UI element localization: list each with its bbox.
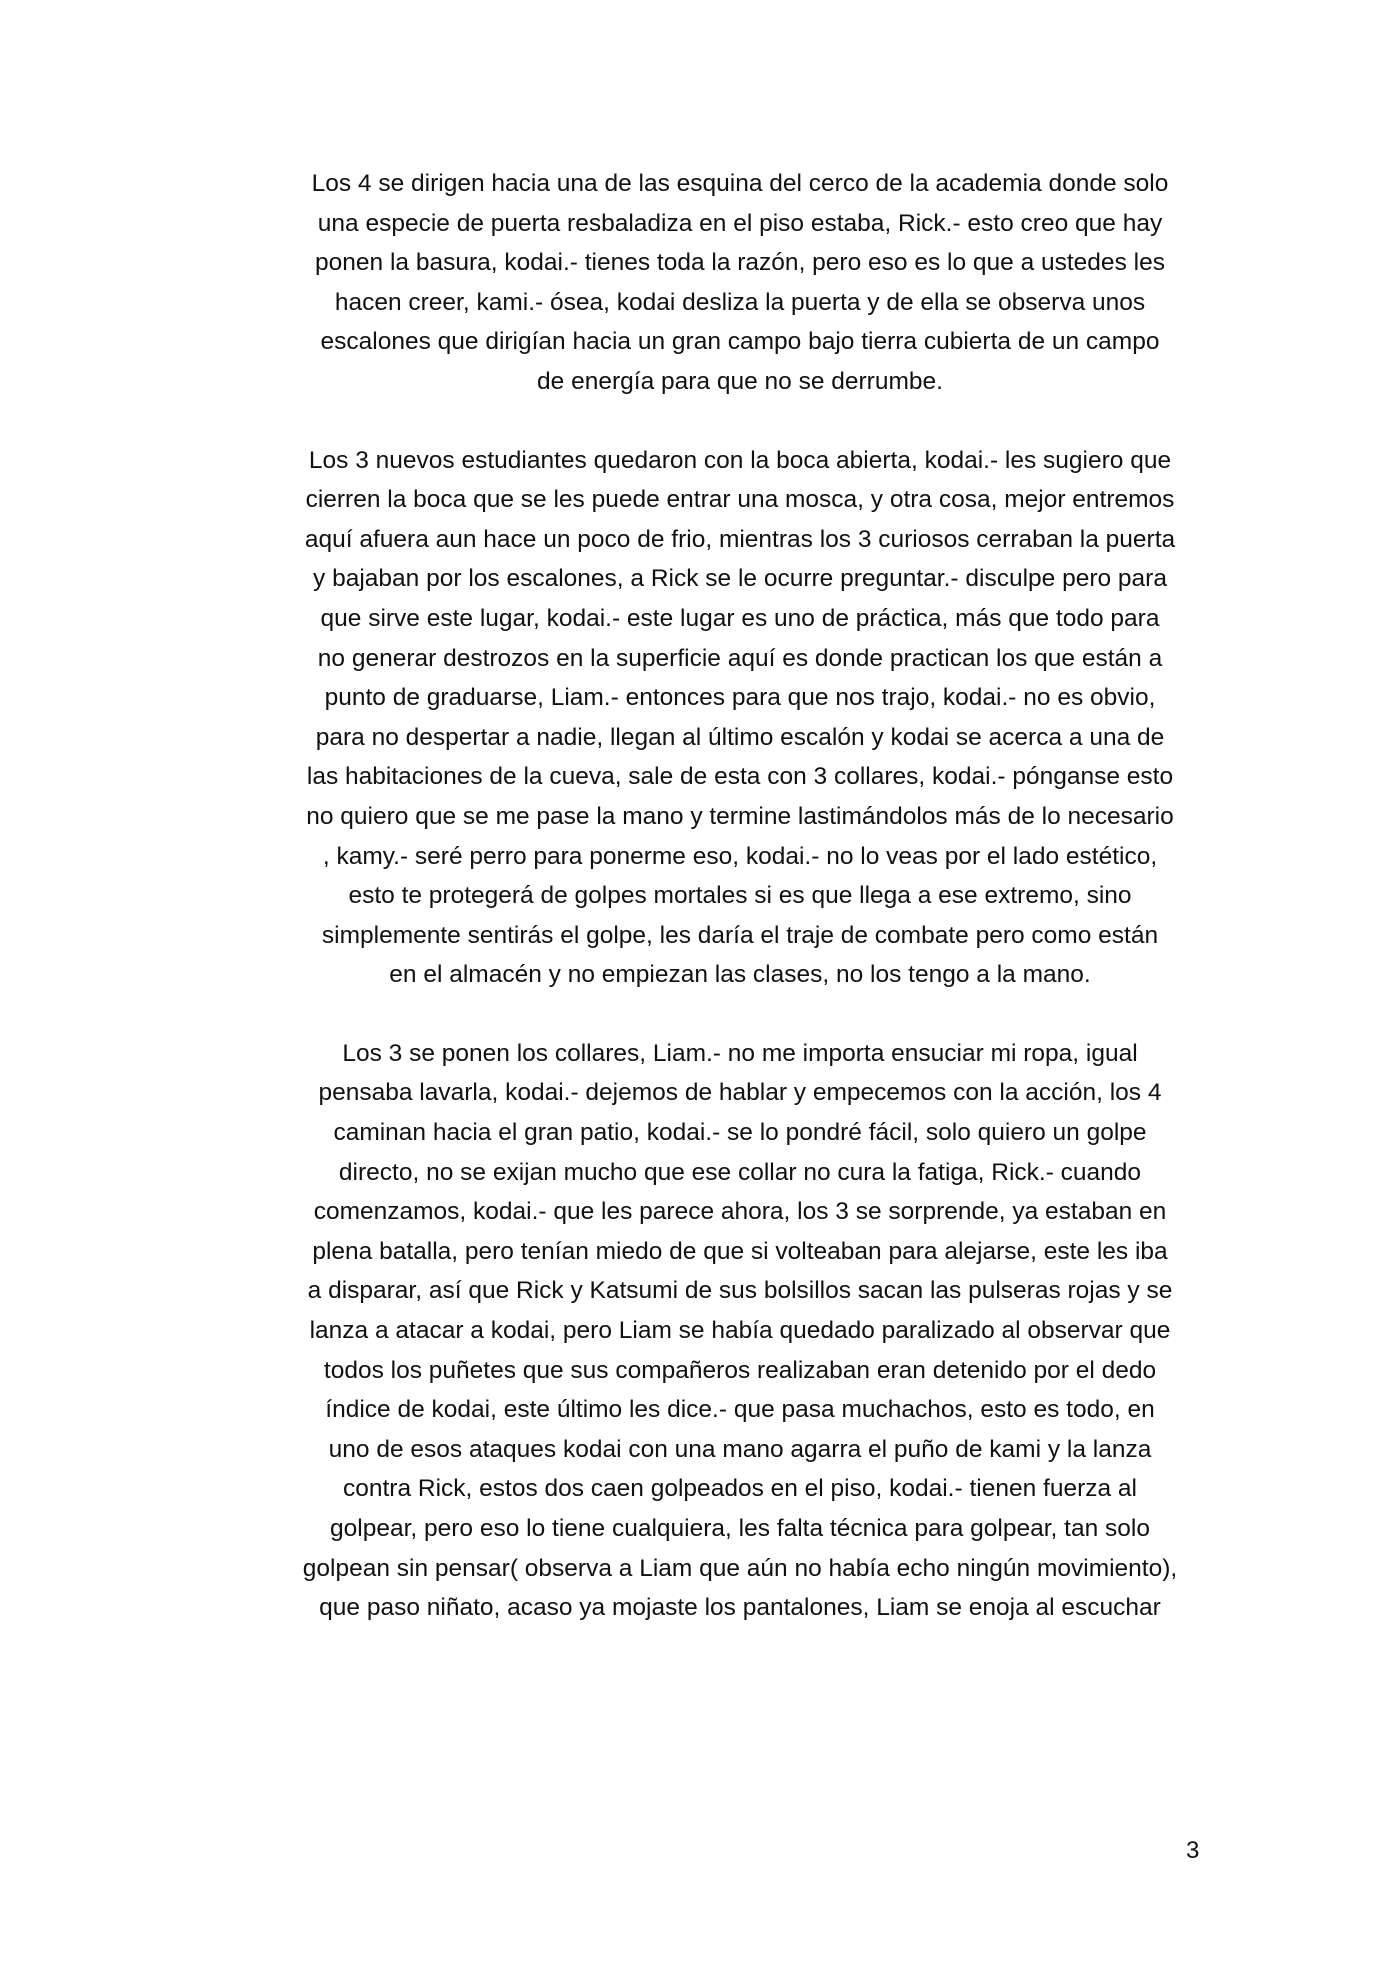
text-line: Los 3 nuevos estudiantes quedaron con la boca abierta, kodai.- les sugiero que bbox=[308, 446, 1172, 474]
text-line: plena batalla, pero tenían miedo de que si volteaban para alejarse, este les iba bbox=[312, 1237, 1168, 1265]
paragraph-2 bbox=[270, 441, 1210, 995]
text-line: una especie de puerta resbaladiza en el piso estaba, Rick.- esto creo que hay bbox=[317, 209, 1163, 237]
text-line: de energía para que no se derrumbe. bbox=[537, 367, 943, 395]
text-line: directo, no se exijan mucho que ese collar no cura la fatiga, Rick.- cuando bbox=[338, 1158, 1142, 1186]
text-line: aquí afuera aun hace un poco de frio, mientras los 3 curiosos cerraban la puerta bbox=[304, 525, 1176, 553]
text-line: a disparar, así que Rick y Katsumi de sus bolsillos sacan las pulseras rojas y se bbox=[307, 1277, 1173, 1305]
text-line: Los 3 se ponen los collares, Liam.- no me importa ensuciar mi ropa, igual bbox=[342, 1039, 1138, 1067]
text-line: hacen creer, kami.- ósea, kodai desliza la puerta y de ella se observa unos bbox=[334, 288, 1146, 316]
text-line: todos los puñetes que sus compañeros realizaban eran detenido por el dedo bbox=[323, 1356, 1157, 1384]
text-line: no quiero que se me pase la mano y termine lastimándolos más de lo necesario bbox=[306, 802, 1174, 830]
text-line: que paso niñato, acaso ya mojaste los pantalones, Liam se enoja al escuchar bbox=[319, 1594, 1161, 1622]
text-line: índice de kodai, este último les dice.- que pasa muchachos, esto es todo, en bbox=[325, 1396, 1155, 1424]
text-line: Los 4 se dirigen hacia una de las esquina del cerco de la academia donde solo bbox=[311, 170, 1169, 197]
body-text bbox=[270, 164, 1210, 1667]
text-line: esto te protegerá de golpes mortales si es que llega a ese extremo, sino bbox=[348, 882, 1132, 910]
text-line: caminan hacia el gran patio, kodai.- se lo pondré fácil, solo quiero un golpe bbox=[333, 1119, 1147, 1147]
text-line: escalones que dirigían hacia un gran campo bajo tierra cubierta de un campo bbox=[320, 328, 1160, 356]
text-line: cierren la boca que se les puede entrar una mosca, y otra cosa, mejor entremos bbox=[305, 486, 1175, 514]
paragraph-1 bbox=[270, 164, 1210, 402]
text-line: no generar destrozos en la superficie aquí es donde practican los que están a bbox=[317, 644, 1163, 672]
text-line: ponen la basura, kodai.- tienes toda la razón, pero eso es lo que a ustedes les bbox=[315, 249, 1165, 277]
text-line: que sirve este lugar, kodai.- este lugar es uno de práctica, más que todo para bbox=[320, 604, 1160, 632]
text-line: comenzamos, kodai.- que les parece ahora, los 3 se sorprende, ya estaban en bbox=[313, 1198, 1167, 1226]
text-line: uno de esos ataques kodai con una mano agarra el puño de kami y la lanza bbox=[328, 1435, 1152, 1463]
text-line: para no despertar a nadie, llegan al último escalón y kodai se acerca a una de bbox=[315, 723, 1165, 751]
text-line: golpear, pero eso lo tiene cualquiera, les falta técnica para golpear, tan solo bbox=[330, 1515, 1150, 1542]
text-line: y bajaban por los escalones, a Rick se le ocurre preguntar.- disculpe pero para bbox=[313, 565, 1167, 593]
text-line: , kamy.- seré perro para ponerme eso, kodai.- no lo veas por el lado estético, bbox=[322, 842, 1158, 870]
text-line: contra Rick, estos dos caen golpeados en el piso, kodai.- tienen fuerza al bbox=[342, 1475, 1137, 1503]
text-line: punto de graduarse, Liam.- entonces para que nos trajo, kodai.- no es obvio, bbox=[324, 684, 1156, 712]
page-number: 3 bbox=[1186, 1837, 1200, 1864]
text-line: lanza a atacar a kodai, pero Liam se había quedado paralizado al observar que bbox=[309, 1317, 1171, 1345]
text-line: pensaba lavarla, kodai.- dejemos de hablar y empecemos con la acción, los 4 bbox=[318, 1079, 1162, 1107]
paragraph-3 bbox=[270, 1034, 1210, 1628]
text-line: en el almacén y no empiezan las clases, no los tengo a la mano. bbox=[389, 961, 1091, 989]
text-line: las habitaciones de la cueva, sale de esta con 3 collares, kodai.- pónganse esto bbox=[306, 763, 1174, 791]
text-line: golpean sin pensar( observa a Liam que aún no había echo ningún movimiento), bbox=[302, 1554, 1178, 1582]
text-line: simplemente sentirás el golpe, les daría el traje de combate pero como están bbox=[321, 921, 1159, 949]
